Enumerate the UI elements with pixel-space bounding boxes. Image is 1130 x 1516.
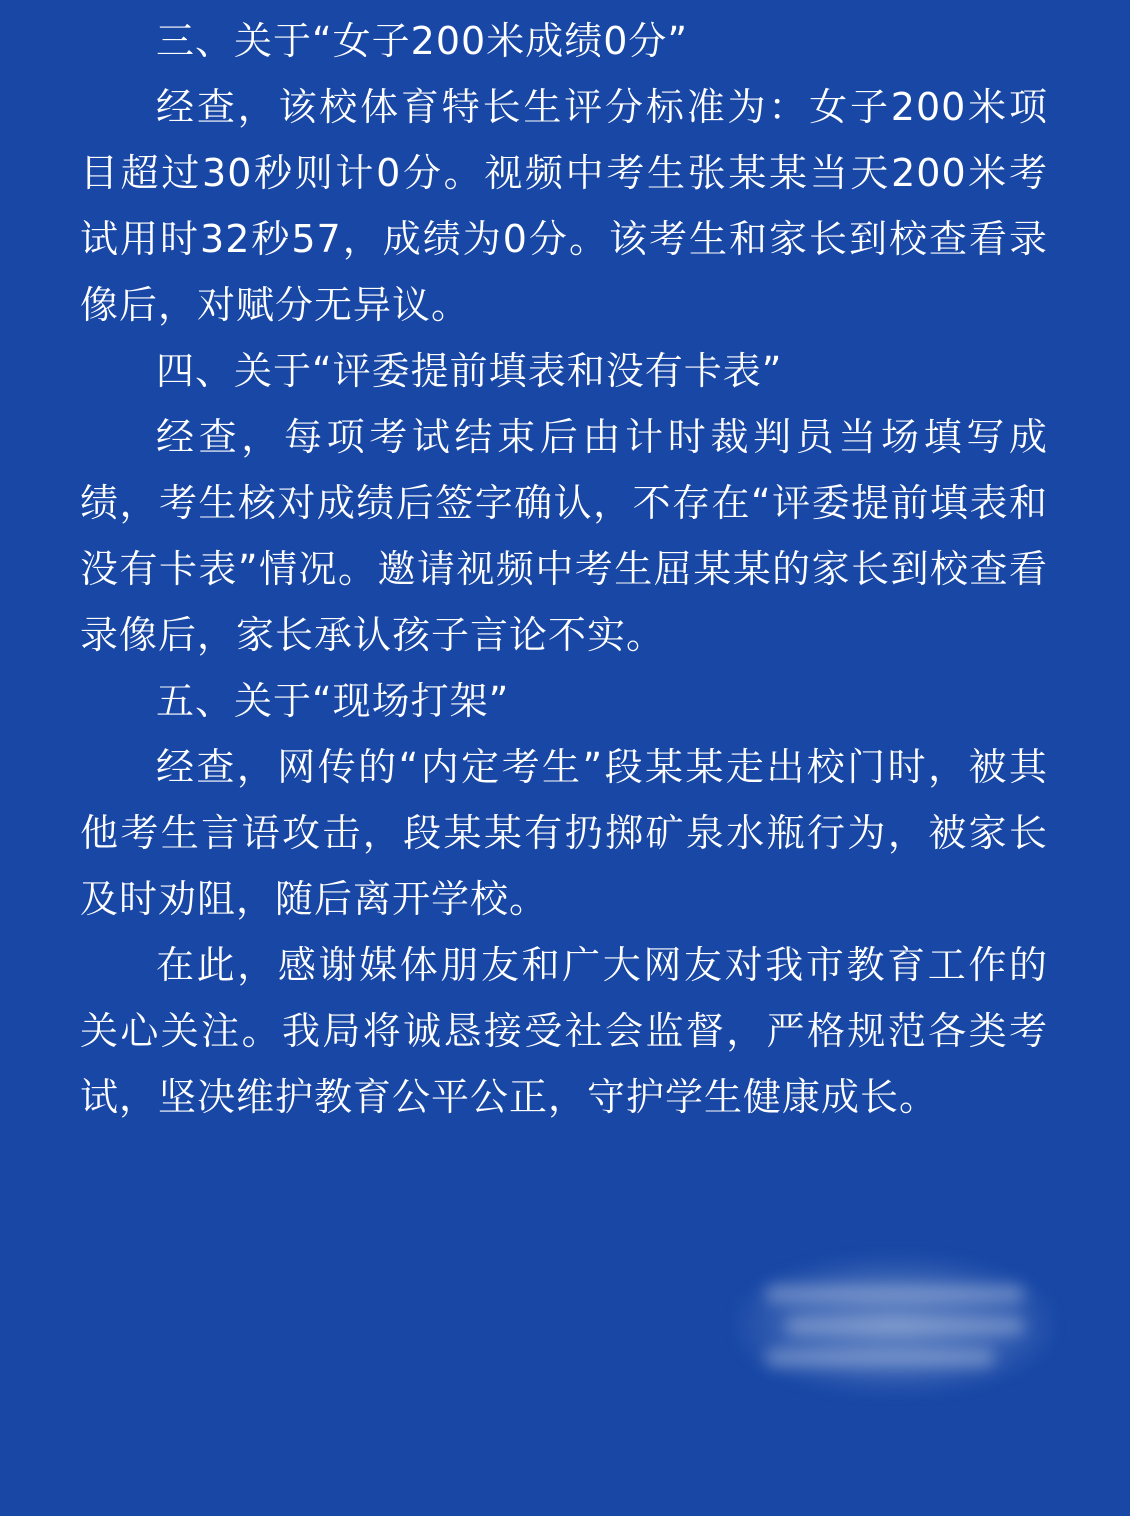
section-heading-4: 四、关于“评委提前填表和没有卡表” (156, 349, 783, 393)
section-heading-3: 三、关于“女子200米成绩0分” (156, 19, 689, 63)
section-paragraph-3: 经查，该校体育特长生评分标准为：女子200米项目超过30秒则计0分。视频中考生张某某当天200米考试用时32秒57，成绩为0分。该考生和家长到校查看录像后，对赋分无异议。 (80, 85, 1048, 327)
notice-body (80, 8, 1048, 1130)
section-paragraph-5: 经查，网传的“内定考生”段某某走出校门时，被其他考生言语攻击，段某某有扔掷矿泉水瓶行为，被家长及时劝阻，随后离开学校。 (80, 745, 1048, 921)
section-paragraph-4: 经查，每项考试结束后由计时裁判员当场填写成绩，考生核对成绩后签字确认，不存在“评委提前填表和没有卡表”情况。邀请视频中考生屈某某的家长到校查看录像后，家长承认孩子言论不实。 (80, 415, 1048, 657)
section-heading-5: 五、关于“现场打架” (156, 679, 510, 723)
blurred-signature-watermark (735, 1255, 1055, 1395)
closing-paragraph: 在此，感谢媒体朋友和广大网友对我市教育工作的关心关注。我局将诚恳接受社会监督，严格规范各类考试，坚决维护教育公平公正，守护学生健康成长。 (80, 943, 1048, 1119)
